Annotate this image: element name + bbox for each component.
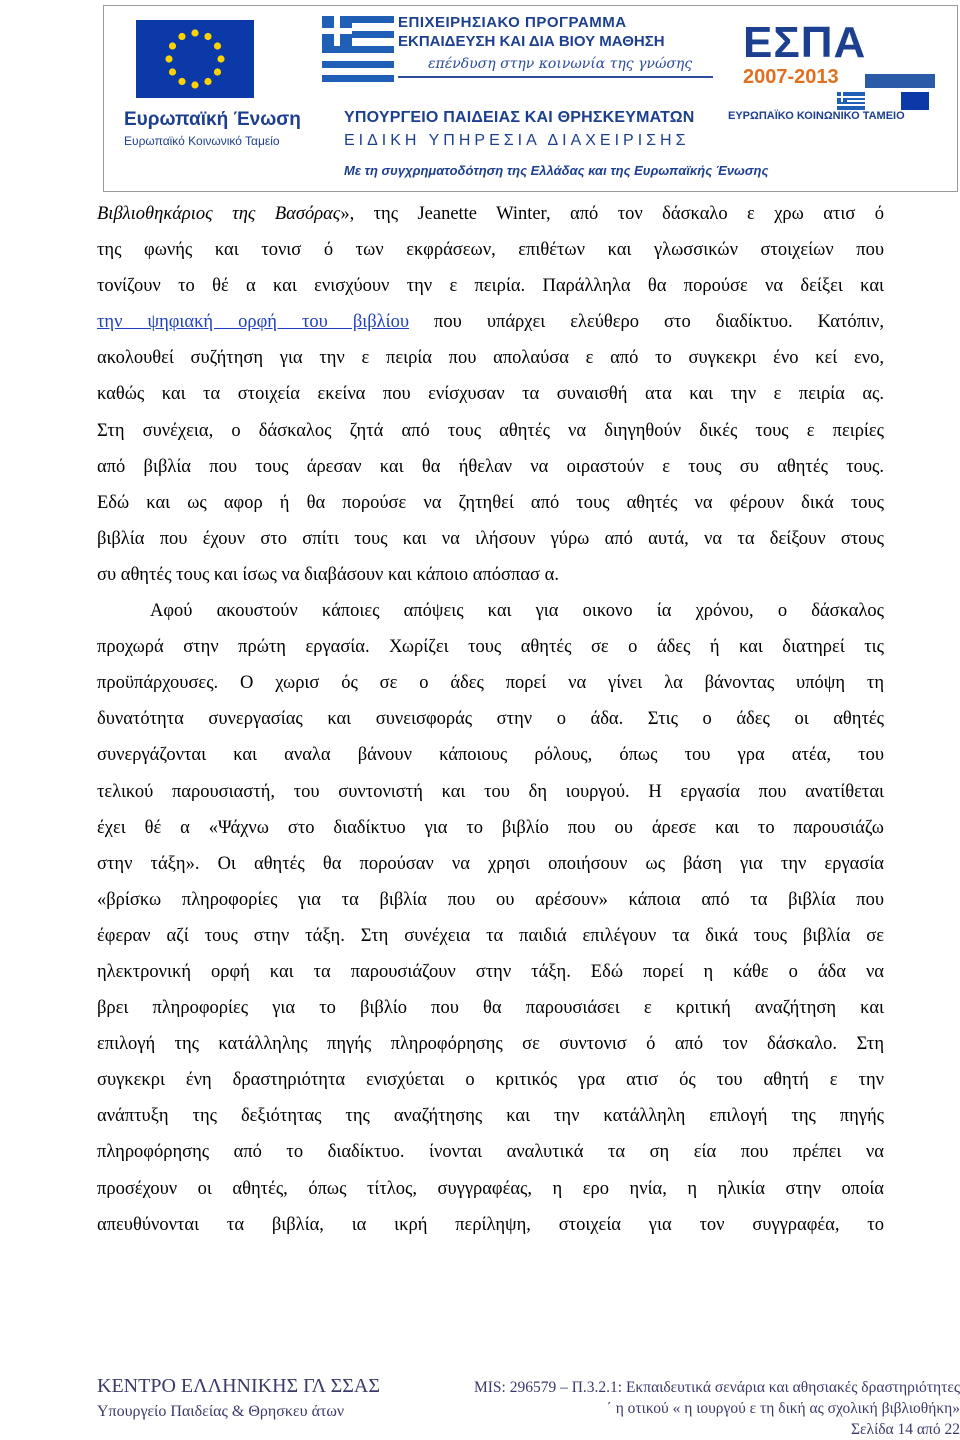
espa-logo [737,18,937,106]
header-banner [103,5,958,192]
eu-subtitle: Ευρωπαϊκό Κοινωνικό Ταμείο [124,134,280,148]
espa-word: ΕΣΠΑ [743,18,867,67]
text-line: βρει πληροφορίες για το βιβλίο που θα παρουσιάσει ε κριτική αναζήτηση και [97,998,884,1019]
espa-years: 2007-2013 [743,66,839,88]
text-line: της φωνής και τονισ ό των εκφράσεων, επιθέτων και γλωσσικών στοιχείων που [97,240,884,261]
esf-label: ΕΥΡΩΠΑΪΚΟ ΚΟΙΝΩΝΙΚΟ ΤΑΜΕΙΟ [728,110,905,122]
program-line-1: ΕΠΙΧΕΙΡΗΣΙΑΚΟ ΠΡΟΓΡΑΜΜΑ [398,14,627,31]
text-line: προσέχουν οι αθητές, όπως τίτλος, συγγραφέας, η ερο ηνία, η ηλικία στην οποία [97,1178,884,1199]
text-line: ακολουθεί συζήτηση για την ε πειρία που απολαύσα ε από το συγκεκρι ένο κεί ενο, [97,348,884,369]
text-span: », της Jeanette Winter, από τον δάσκαλο ε χρω ατισ ό [340,204,884,224]
ministry-name: ΥΠΟΥΡΓΕΙΟ ΠΑΙΔΕΙΑΣ ΚΑΙ ΘΡΗΣΚΕΥΜΑΤΩΝ [344,109,695,126]
greek-flag-icon [322,16,394,82]
text-line: συ αθητές τους και ίσως να διαβάσουν και κάποιο απόσπασ α. [97,564,559,585]
text-span: που υπάρχει ελεύθερο στο διαδίκτυο. Κατόπιν, [409,312,884,333]
text-line [97,196,884,232]
footer-ministry: Υπουργείο Παιδείας & Θρησκευ άτων [97,1403,345,1420]
tagline-underline [398,76,713,78]
service-name: ΕΙΔΙΚΗ ΥΠΗΡΕΣΙΑ ΔΙΑΧΕΙΡΙΣΗΣ [344,132,690,149]
page-number: Σελίδα 14 από 22 [851,1421,960,1438]
text-line: βιβλία που έχουν στο σπίτι τους και να ιλήσουν γύρω από αυτά, να τα δείξουν στους [97,528,884,549]
text-line: Στη συνέχεια, ο δάσκαλος ζητά από τους αθητές να διηγηθούν δικές τους ε πειρίες [97,420,884,441]
digital-book-link[interactable]: την ψηφιακή ορφή του βιβλίου [97,312,410,333]
text-line: ηλεκτρονική ορφή και τα παρουσιάζουν στην τάξη. Εδώ πορεί η κάθε ο άδα να [97,961,884,982]
program-line-2: ΕΚΠΑΙΔΕΥΣΗ ΚΑΙ ΔΙΑ ΒΙΟΥ ΜΑΘΗΣΗ [398,33,665,50]
text-line: ανάπτυξη της δεξιότητας της αναζήτησης και την κατάλληλη επιλογή της πηγής [97,1106,884,1127]
text-line: συνεργάζονται και αναλα βάνουν κάποιους ρόλους, όπως του γρα ατέα, του [97,745,884,766]
text-line: από βιβλία που τους άρεσαν και θα ήθελαν να οιραστούν ε τους συ αθητές τους. [97,456,884,477]
mini-greek-flag-icon [837,92,865,110]
text-line: «βρίσκω πληροφορίες για τα βιβλία που ου αρέσουν» κάποια από τα βιβλία που [97,889,884,910]
text-line: τελικού παρουσιαστή, του συντονιστή και του δη ιουργού. Η εργασία που ανατίθεται [97,781,884,802]
text-line: Αφού ακουστούν κάποιες απόψεις και για οικονο ία χρόνου, ο δάσκαλος [150,601,884,622]
text-line: έφεραν αζί τους στην τάξη. Στη συνέχεια τα παιδιά επιλέγουν τα δικά τους βιβλία σε [97,925,884,946]
text-line [97,304,884,340]
document-body [97,196,884,1243]
text-line: καθώς και τα στοιχεία εκείνα που ενίσχυσαν τα συναισθή ατα και την ε πειρία ας. [97,384,884,405]
espa-stripe [865,74,935,88]
text-line: δυνατότητα συνεργασίας και συνεισφοράς στην ο άδα. Στις ο άδες οι αθητές [97,709,884,730]
book-title-italic: Βιβλιοθηκάριος της Βασόρας [97,204,341,224]
text-line: τονίζουν το θέ α και ενισχύουν την ε πειρία. Παράλληλα θα πορούσε να δείξει και [97,276,884,297]
eu-flag-icon [136,20,254,98]
text-line: Εδώ και ως αφορ ή θα πορούσε να ζητηθεί από τους αθητές να φέρουν δικά τους [97,492,884,513]
text-line: απευθύνονται τα βιβλία, ια ικρή περίληψη, στοιχεία για τον συγγραφέα, το [97,1214,884,1235]
footer-project-line: ΄ η οτικού « η ιουργού ε τη δική ας σχολική βιβλιοθήκη» [606,1400,960,1417]
text-line: έχει θέ α «Ψάχνω στο διαδίκτυο για το βιβλίο που ου άρεσε και το παρουσιάζω [97,817,884,838]
footer-project-info [400,1377,960,1440]
program-tagline: επένδυση στην κοινωνία της γνώσης [428,56,693,72]
text-line: στην τάξη». Οι αθητές θα πορούσαν να χρησι οποιήσουν ως βάση για την εργασία [97,853,884,874]
cofunding-note: Με τη συγχρηματοδότηση της Ελλάδας και της Ευρωπαϊκής Ένωσης [344,163,769,178]
footer-center-name: ΚΕΝΤΡΟ ΕΛΛΗΝΙΚΗΣ ΓΛ ΣΣΑΣ [97,1375,380,1397]
text-line: προϋπάρχουσες. Ο χωρισ ός σε ο άδες πορεί να γίνει λα βάνοντας υπόψη τη [97,673,884,694]
text-line: πληροφόρησης από το διαδίκτυο. ίνονται αναλυτικά τα ση εία που πρέπει να [97,1142,884,1163]
program-logo [394,12,724,84]
eu-title: Ευρωπαϊκή Ένωση [124,109,301,130]
mini-eu-flag-icon [901,92,929,110]
footer-mis-line: MIS: 296579 – Π.3.2.1: Εκπαιδευτικά σενάρια και αθησιακές δραστηριότητες [473,1379,960,1396]
text-line: συγκεκρι ένη δραστηριότητα ενισχύεται ο κριτικός γρα ατισ ός του αθητή ε την [97,1070,884,1091]
text-line: προχωρά στην πρώτη εργασία. Χωρίζει τους αθητές σε ο άδες ή και διατηρεί τις [97,637,884,658]
text-line: επιλογή της κατάλληλης πηγής πληροφόρησης σε συντονισ ό από τον δάσκαλο. Στη [97,1034,884,1055]
